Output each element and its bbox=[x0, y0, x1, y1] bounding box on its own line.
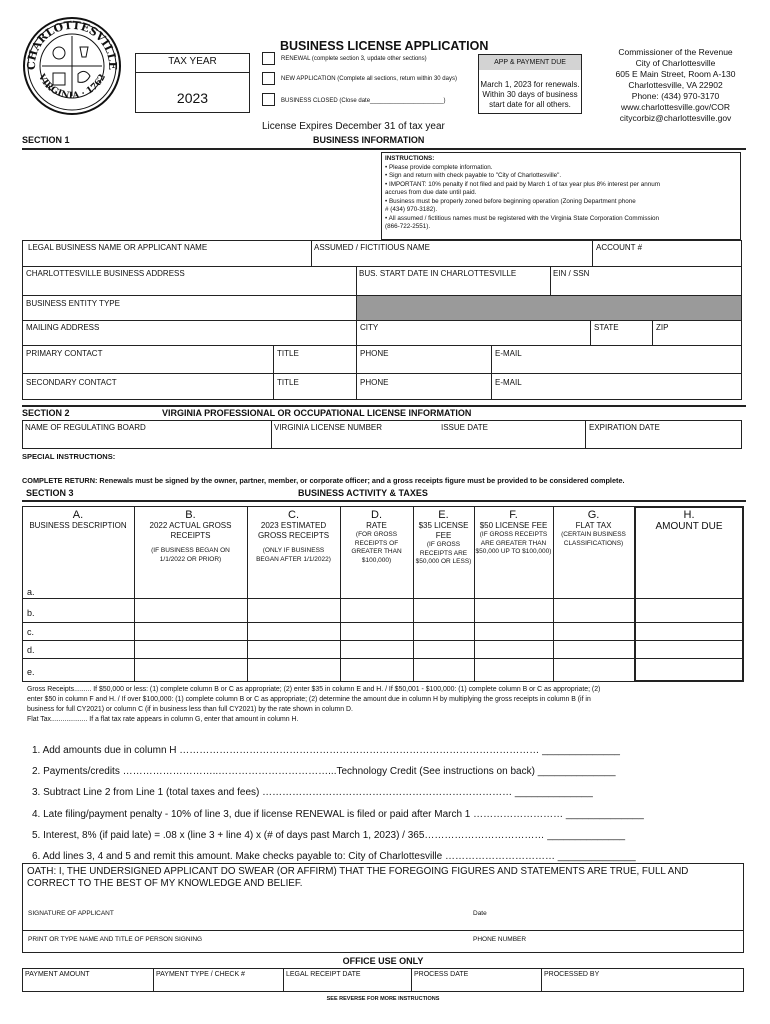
entity-label: BUSINESS ENTITY TYPE bbox=[26, 299, 120, 308]
primary-phone-field[interactable] bbox=[358, 359, 489, 371]
city-seal bbox=[22, 16, 122, 116]
row-label-c: c. bbox=[27, 627, 35, 637]
complete-return-note: COMPLETE RETURN: Renewals must be signed by the owner, partner, member, or corporate officer; and a gross receipts figure must be provided to be considered complete. bbox=[22, 476, 625, 485]
activity-row-e[interactable] bbox=[40, 660, 634, 680]
row-label-b: b. bbox=[27, 608, 35, 618]
col-letter: C. bbox=[288, 509, 299, 521]
col-text: 2022 ACTUAL GROSS RECEIPTS bbox=[149, 521, 232, 540]
oath-text: OATH: I, THE UNDERSIGNED APPLICANT DO SWEAR (OR AFFIRM) THAT THE FOREGOING FIGURES AND STATEMENTS ARE TRUE, FULL AND CORRECT TO THE BEST OF MY KNOWLEDGE AND BELIEF. bbox=[27, 866, 689, 889]
col-d-header bbox=[340, 509, 413, 565]
instruction-line: (866-722-2551). bbox=[385, 223, 431, 230]
instruction-line: # (434) 970-3182). bbox=[385, 206, 438, 213]
note-line: Gross Receipts......... If $50,000 or less: (1) complete column B or C as appropriate; (2) enter $35 in column E and H. / If $50,001 - $100,000: (1) complete column B or C as appropriate; (2) bbox=[27, 686, 601, 693]
gross-receipts-note bbox=[27, 685, 752, 725]
primary-title-label: TITLE bbox=[277, 349, 299, 358]
col-text: BUSINESS DESCRIPTION bbox=[29, 521, 127, 530]
secondary-contact-label: SECONDARY CONTACT bbox=[26, 378, 117, 387]
tax-line-2: 2. Payments/credits ………………………..……………………………...Technology Credit (See instructions on back) ______________ bbox=[32, 766, 616, 778]
address-field[interactable] bbox=[24, 280, 354, 293]
office-use-grid bbox=[22, 968, 744, 992]
commissioner-line: 605 E Main Street, Room A-130 bbox=[615, 69, 736, 79]
col-sub: (ONLY IF BUSINESS BEGAN AFTER 1/1/2022) bbox=[256, 547, 331, 563]
new-application-label: NEW APPLICATION (Complete all sections, return within 30 days) bbox=[281, 76, 457, 82]
primary-phone-label: PHONE bbox=[360, 349, 389, 358]
due-header: APP & PAYMENT DUE bbox=[494, 59, 566, 66]
address-label: CHARLOTTESVILLE BUSINESS ADDRESS bbox=[26, 269, 185, 278]
assumed-name-field[interactable] bbox=[313, 254, 590, 265]
secondary-contact-field[interactable] bbox=[24, 388, 271, 399]
commissioner-line: Commissioner of the Revenue bbox=[618, 47, 733, 57]
primary-email-field[interactable] bbox=[493, 359, 740, 371]
row-label-e: e. bbox=[27, 667, 35, 677]
ein-field[interactable] bbox=[552, 280, 740, 293]
commissioner-line: citycorbiz@charlottesville.gov bbox=[619, 113, 732, 123]
business-closed-label: BUSINESS CLOSED (Close date______________________) bbox=[281, 98, 446, 104]
special-instructions: SPECIAL INSTRUCTIONS: bbox=[22, 452, 116, 461]
print-name-label: PRINT OR TYPE NAME AND TITLE OF PERSON SIGNING bbox=[28, 936, 203, 943]
section2-title: VIRGINIA PROFESSIONAL OR OCCUPATIONAL LICENSE INFORMATION bbox=[162, 408, 472, 418]
col-letter: B. bbox=[185, 509, 196, 521]
col-f-header bbox=[474, 509, 553, 557]
instruction-line: • All assumed / fictitious names must be registered with the Virginia State Corporation Commission bbox=[385, 214, 660, 222]
start-date-field[interactable] bbox=[358, 280, 548, 293]
secondary-phone-field[interactable] bbox=[358, 388, 489, 399]
mailing-field[interactable] bbox=[24, 333, 354, 344]
tax-line-1: 1. Add amounts due in column H ……………………………………………………………………………………………… ______________ bbox=[32, 745, 620, 756]
form-title: BUSINESS LICENSE APPLICATION bbox=[280, 39, 489, 53]
instructions-title: INSTRUCTIONS: bbox=[385, 155, 435, 162]
expiration-label: EXPIRATION DATE bbox=[589, 423, 660, 432]
svg-text:CHARLOTTESVILLE: CHARLOTTESVILLE bbox=[24, 18, 120, 71]
zip-field[interactable] bbox=[654, 333, 740, 344]
primary-contact-label: PRIMARY CONTACT bbox=[26, 349, 103, 358]
tax-year-label: TAX YEAR bbox=[168, 56, 217, 67]
secondary-title-field[interactable] bbox=[275, 388, 354, 399]
section1-title: BUSINESS INFORMATION bbox=[313, 135, 425, 145]
col-sub: (IF BUSINESS BEGAN ON 1/1/2022 OR PRIOR) bbox=[151, 547, 230, 563]
col-text: $35 LICENSE FEE bbox=[418, 521, 469, 540]
zip-label: ZIP bbox=[656, 323, 669, 332]
col-sub: (IF GROSS RECEIPTS ARE $50,000 OR LESS) bbox=[415, 541, 472, 566]
col-letter: E. bbox=[438, 509, 449, 521]
activity-row-d[interactable] bbox=[40, 642, 634, 657]
signature-field[interactable] bbox=[24, 895, 464, 907]
row-label-a: a. bbox=[27, 587, 35, 597]
commissioner-line: www.charlottesville.gov/COR bbox=[620, 102, 731, 112]
col-sub: (IF GROSS RECEIPTS ARE GREATER THAN $50,000 UP TO $100,000) bbox=[475, 531, 552, 556]
tax-line-6: 6. Add lines 3, 4 and 5 and remit this amount. Make checks payable to: City of Charlottesville …………………………… ______________ bbox=[32, 851, 636, 863]
instructions bbox=[385, 155, 740, 232]
activity-row-c[interactable] bbox=[40, 624, 634, 639]
secondary-email-label: E-MAIL bbox=[495, 378, 522, 387]
phone-number-label: PHONE NUMBER bbox=[473, 936, 527, 943]
svg-text:VIRGINIA · 1762: VIRGINIA · 1762 bbox=[35, 72, 109, 102]
print-name-field[interactable] bbox=[24, 943, 464, 952]
col-letter: H. bbox=[683, 509, 695, 521]
office-use-title: OFFICE USE ONLY bbox=[342, 956, 424, 966]
issue-date-label: ISSUE DATE bbox=[441, 423, 488, 432]
instruction-line: • Sign and return with check payable to "City of Charlottesville". bbox=[385, 172, 562, 179]
receipt-date-label: LEGAL RECEIPT DATE bbox=[286, 971, 361, 978]
secondary-email-field[interactable] bbox=[493, 388, 740, 399]
col-text: FLAT TAX bbox=[575, 521, 612, 530]
state-field[interactable] bbox=[592, 333, 650, 344]
col-h-header bbox=[634, 509, 744, 533]
row-label-d: d. bbox=[27, 645, 35, 655]
board-label: NAME OF REGULATING BOARD bbox=[25, 423, 146, 432]
note-line: business for full CY2021) or column C (if in business less than full CY2021) by the rate shown in column D. bbox=[27, 706, 353, 713]
city-label: CITY bbox=[360, 323, 379, 332]
col-letter: F. bbox=[509, 509, 518, 521]
col-letter: G. bbox=[587, 509, 600, 521]
col-a-header bbox=[22, 509, 134, 531]
board-field[interactable] bbox=[24, 434, 269, 447]
new-application-checkbox[interactable] bbox=[262, 72, 275, 85]
entity-grey-area bbox=[357, 296, 741, 320]
date-label: Date bbox=[473, 910, 487, 917]
instruction-line: • Business must be properly zoned before beginning operation (Zoning Department phone bbox=[385, 197, 636, 205]
tax-line-3: 3. Subtract Line 2 from Line 1 (total taxes and fees) ………………………………………………………………… ______________ bbox=[32, 787, 593, 799]
entity-field[interactable] bbox=[24, 309, 354, 319]
processed-by-label: PROCESSED BY bbox=[544, 971, 600, 978]
col-b-header bbox=[134, 509, 247, 564]
col-text: 2023 ESTIMATED GROSS RECEIPTS bbox=[257, 521, 330, 540]
instruction-line: • Please provide complete information. bbox=[385, 163, 493, 171]
primary-title-field[interactable] bbox=[275, 359, 354, 371]
tax-year-value: 2023 bbox=[176, 90, 209, 106]
process-date-label: PROCESS DATE bbox=[414, 971, 469, 978]
legal-name-label: LEGAL BUSINESS NAME OR APPLICANT NAME bbox=[28, 243, 208, 252]
expiration-field[interactable] bbox=[587, 434, 740, 447]
primary-email-label: E-MAIL bbox=[495, 349, 522, 358]
activity-row-a[interactable] bbox=[40, 582, 634, 597]
col-text: AMOUNT DUE bbox=[655, 521, 723, 532]
city-field[interactable] bbox=[358, 333, 588, 344]
note-line: Flat Tax................... If a flat tax rate appears in column G, enter that amount in column H. bbox=[27, 716, 299, 723]
col-g-header bbox=[553, 509, 634, 548]
section1-label: SECTION 1 bbox=[22, 135, 70, 145]
commissioner-line: City of Charlottesville bbox=[635, 58, 716, 68]
section3-label: SECTION 3 bbox=[26, 488, 74, 498]
commissioner-line: Phone: (434) 970-3170 bbox=[631, 91, 720, 101]
commissioner-line: Charlottesville, VA 22902 bbox=[628, 80, 723, 90]
tax-line-5: 5. Interest, 8% (if paid late) = .08 x (line 3 + line 4) x (# of days past March 1, 2023) / 365……………………………… ______________ bbox=[32, 829, 626, 841]
primary-contact-field[interactable] bbox=[24, 359, 271, 371]
instruction-line: accrues from due date until paid. bbox=[385, 189, 477, 196]
signature-label: SIGNATURE OF APPLICANT bbox=[28, 910, 114, 917]
date-field[interactable] bbox=[468, 895, 742, 907]
activity-row-b[interactable] bbox=[40, 600, 634, 621]
business-closed-checkbox[interactable] bbox=[262, 93, 275, 106]
footer-note: SEE REVERSE FOR MORE INSTRUCTIONS bbox=[326, 996, 440, 1002]
col-e-header bbox=[413, 509, 474, 567]
instruction-line: • IMPORTANT: 10% penalty if not filed and paid by March 1 of tax year plus 8% interest per annum bbox=[385, 180, 660, 188]
phone-number-field[interactable] bbox=[468, 943, 742, 952]
payment-type-label: PAYMENT TYPE / CHECK # bbox=[156, 971, 245, 978]
col-sub: (FOR GROSS RECEIPTS OF GREATER THAN $100,000) bbox=[351, 531, 402, 564]
renewal-label: RENEWAL (complete section 3, update other sections) bbox=[281, 56, 427, 62]
legal-name-field[interactable] bbox=[24, 254, 309, 265]
note-line: enter $50 in column F and H. / If over $100,000: (1) complete column B or C as appropriate; (2) determine the amount due in column H by multiplying the gross receipts in column B (if in bbox=[27, 696, 591, 703]
ein-label: EIN / SSN bbox=[553, 269, 590, 278]
secondary-title-label: TITLE bbox=[277, 378, 299, 387]
section3-title: BUSINESS ACTIVITY & TAXES bbox=[298, 488, 428, 498]
col-text: RATE bbox=[366, 521, 387, 530]
account-field[interactable] bbox=[594, 254, 740, 265]
col-text: $50 LICENSE FEE bbox=[479, 521, 548, 530]
tax-lines bbox=[32, 740, 746, 867]
renewal-checkbox[interactable] bbox=[262, 52, 275, 65]
secondary-phone-label: PHONE bbox=[360, 378, 389, 387]
tax-line-4: 4. Late filing/payment penalty - 10% of line 3, due if license RENEWAL is filed or paid after March 1 ……………………… ______________ bbox=[32, 808, 644, 820]
license-number-field[interactable] bbox=[273, 434, 583, 447]
license-expires: License Expires December 31 of tax year bbox=[262, 121, 445, 132]
license-number-label: VIRGINIA LICENSE NUMBER bbox=[274, 423, 383, 432]
account-label: ACCOUNT # bbox=[596, 243, 643, 252]
mailing-label: MAILING ADDRESS bbox=[26, 323, 100, 332]
due-text: March 1, 2023 for renewals. Within 30 days of business start date for all others. bbox=[480, 80, 580, 109]
state-label: STATE bbox=[594, 323, 619, 332]
payment-amount-label: PAYMENT AMOUNT bbox=[25, 971, 90, 978]
assumed-name-label: ASSUMED / FICTITIOUS NAME bbox=[314, 243, 431, 252]
col-sub: (CERTAIN BUSINESS CLASSIFICATIONS) bbox=[561, 531, 626, 547]
col-c-header bbox=[247, 509, 340, 564]
commissioner-block bbox=[588, 47, 763, 124]
col-letter: A. bbox=[72, 509, 84, 521]
section2-label: SECTION 2 bbox=[22, 408, 70, 418]
col-letter: D. bbox=[371, 509, 382, 521]
start-date-label: BUS. START DATE IN CHARLOTTESVILLE bbox=[359, 269, 517, 278]
